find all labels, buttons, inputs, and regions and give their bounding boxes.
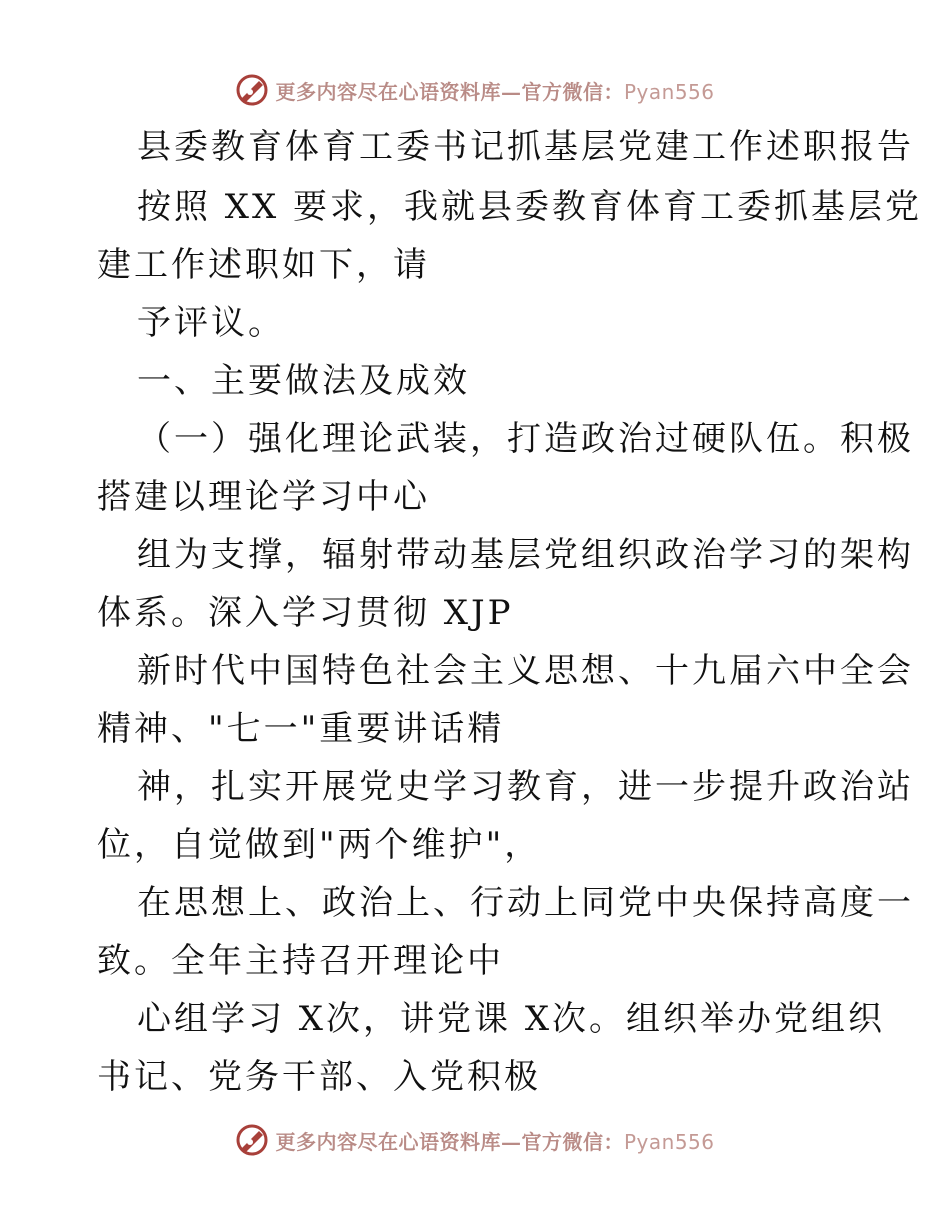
watermark-id: Pyan556 <box>623 1129 715 1154</box>
footer-watermark <box>0 1120 950 1160</box>
paragraph-line: 致。全年主持召开理论中 <box>97 941 504 981</box>
header-watermark <box>0 70 950 110</box>
watermark-text: 更多内容尽在心语资料库—官方微信：Pyan556 <box>275 1129 715 1154</box>
paragraph-line: 按照 XX 要求，我就县委教育体育工委抓基层党 <box>137 187 923 227</box>
paragraph-line: 位，自觉做到"两个维护"， <box>97 825 542 865</box>
pen-logo-icon <box>235 73 269 107</box>
paragraph-line: 神，扎实开展党史学习教育，进一步提升政治站 <box>137 767 914 807</box>
paragraph-line: 组为支撑，辐射带动基层党组织政治学习的架构 <box>137 535 914 575</box>
paragraph-line: 书记、党务干部、入党积极 <box>97 1057 541 1097</box>
paragraph-line: 心组学习 X次，讲党课 X次。组织举办党组织 <box>137 999 886 1039</box>
paragraph-line: 予评议。 <box>137 303 285 343</box>
watermark-text: 更多内容尽在心语资料库—官方微信：Pyan556 <box>275 79 715 104</box>
paragraph-line: 建工作述职如下，请 <box>97 245 430 285</box>
paragraph-line: 精神、"七一"重要讲话精 <box>97 709 505 749</box>
document-title: 县委教育体育工委书记抓基层党建工作述职报告 <box>137 127 914 167</box>
section-heading: 一、主要做法及成效 <box>137 361 470 401</box>
paragraph-line: 体系。深入学习贯彻 XJP <box>97 593 514 633</box>
watermark-id: Pyan556 <box>623 79 715 104</box>
paragraph-line: 新时代中国特色社会主义思想、十九届六中全会 <box>137 651 914 691</box>
paragraph-line: 在思想上、政治上、行动上同党中央保持高度一 <box>137 883 914 923</box>
paragraph-line: 搭建以理论学习中心 <box>97 477 430 517</box>
paragraph-line: （一）强化理论武装，打造政治过硬队伍。积极 <box>137 419 914 459</box>
pen-logo-icon <box>235 1123 269 1157</box>
